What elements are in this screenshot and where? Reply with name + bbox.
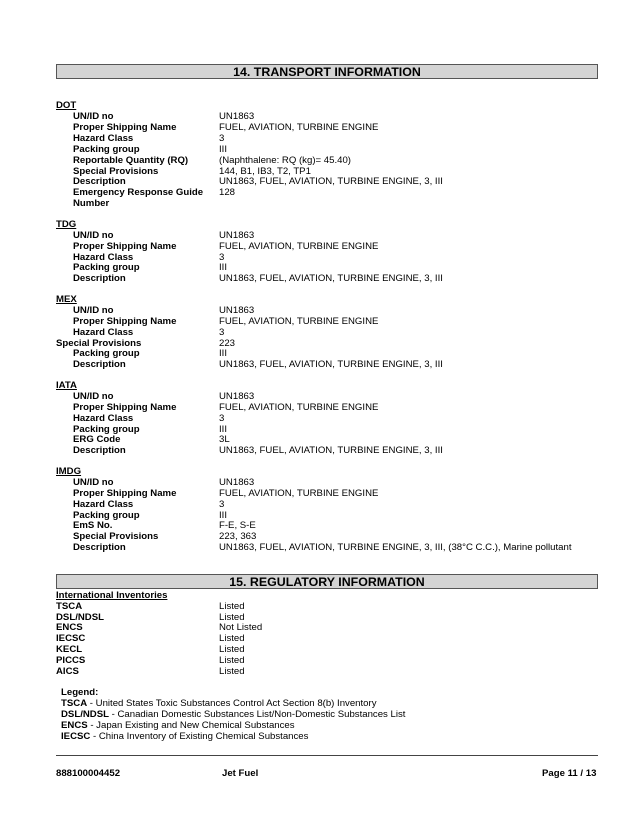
imdg-packing-group-label: Packing group: [73, 510, 140, 521]
inventory-iecsc-value: Listed: [219, 633, 245, 644]
iata-unid-label: UN/ID no: [73, 391, 114, 402]
dot-packing-group-value: III: [219, 144, 227, 155]
dot-unid-label: UN/ID no: [73, 111, 114, 122]
tdg-description-value: UN1863, FUEL, AVIATION, TURBINE ENGINE, 3, III: [219, 273, 443, 284]
imdg-special-provisions-label: Special Provisions: [73, 531, 159, 542]
dot-special-provisions-label: Special Provisions: [73, 166, 159, 177]
inventory-kecl-value: Listed: [219, 644, 245, 655]
dot-description-value: UN1863, FUEL, AVIATION, TURBINE ENGINE, 3, III: [219, 176, 443, 187]
tdg-packing-group-label: Packing group: [73, 262, 140, 273]
dot-rq-label: Reportable Quantity (RQ): [73, 155, 189, 166]
iata-shipping-name-label: Proper Shipping Name: [73, 402, 177, 413]
mex-packing-group-label: Packing group: [73, 348, 140, 359]
imdg-ems-label: EmS No.: [73, 520, 113, 531]
iata-erg-code-value: 3L: [219, 434, 230, 445]
tdg-shipping-name-value: FUEL, AVIATION, TURBINE ENGINE: [219, 241, 379, 252]
iata-label: IATA: [56, 380, 77, 391]
dot-special-provisions-value: 144, B1, IB3, T2, TP1: [219, 166, 311, 177]
mex-unid-value: UN1863: [219, 305, 255, 316]
footer-product-name: Jet Fuel: [222, 768, 259, 779]
tdg-label: TDG: [56, 219, 77, 230]
legend-text: - Canadian Domestic Substances List/Non-Domestic Substances List: [108, 709, 406, 720]
tdg-packing-group-value: III: [219, 262, 227, 273]
tdg-unid-label: UN/ID no: [73, 230, 114, 241]
dot-shipping-name-value: FUEL, AVIATION, TURBINE ENGINE: [219, 122, 379, 133]
dot-label: DOT: [56, 100, 77, 111]
dot-rq-value: (Naphthalene: RQ (kg)= 45.40): [219, 155, 351, 166]
iata-unid-value: UN1863: [219, 391, 255, 402]
dot-packing-group-label: Packing group: [73, 144, 140, 155]
iata-packing-group-value: III: [219, 424, 227, 435]
dot-erg-label-line2: Number: [73, 198, 110, 209]
mex-unid-label: UN/ID no: [73, 305, 114, 316]
mex-special-provisions-label: Special Provisions: [56, 338, 142, 349]
iata-shipping-name-value: FUEL, AVIATION, TURBINE ENGINE: [219, 402, 379, 413]
tdg-unid-value: UN1863: [219, 230, 255, 241]
mex-hazard-class-label: Hazard Class: [73, 327, 134, 338]
footer-divider: [56, 755, 598, 756]
legend-abbr: ENCS: [61, 720, 88, 731]
inventory-aics-value: Listed: [219, 666, 245, 677]
mex-shipping-name-value: FUEL, AVIATION, TURBINE ENGINE: [219, 316, 379, 327]
inventory-dsl-value: Listed: [219, 612, 245, 623]
imdg-label: IMDG: [56, 466, 82, 477]
inventory-tsca-label: TSCA: [56, 601, 83, 612]
iata-description-value: UN1863, FUEL, AVIATION, TURBINE ENGINE, 3, III: [219, 445, 443, 456]
imdg-description-label: Description: [73, 542, 126, 553]
inventory-encs-value: Not Listed: [219, 622, 263, 633]
legend-title: Legend:: [61, 687, 99, 698]
tdg-hazard-class-value: 3: [219, 252, 225, 263]
inventory-piccs-value: Listed: [219, 655, 245, 666]
section-15-header: 15. REGULATORY INFORMATION: [56, 574, 598, 589]
dot-shipping-name-label: Proper Shipping Name: [73, 122, 177, 133]
imdg-unid-value: UN1863: [219, 477, 255, 488]
dot-hazard-class-label: Hazard Class: [73, 133, 134, 144]
imdg-special-provisions-value: 223, 363: [219, 531, 257, 542]
iata-packing-group-label: Packing group: [73, 424, 140, 435]
legend-item-encs: [61, 720, 295, 731]
iata-description-label: Description: [73, 445, 126, 456]
legend-item-iecsc: [61, 731, 308, 742]
mex-packing-group-value: III: [219, 348, 227, 359]
imdg-shipping-name-label: Proper Shipping Name: [73, 488, 177, 499]
inventory-tsca-value: Listed: [219, 601, 245, 612]
legend-text: - United States Toxic Substances Control Act Section 8(b) Inventory: [87, 698, 377, 709]
imdg-description-value: UN1863, FUEL, AVIATION, TURBINE ENGINE, 3, III, (38°C C.C.), Marine pollutant: [219, 542, 572, 553]
dot-description-label: Description: [73, 176, 126, 187]
inventories-label: International Inventories: [56, 590, 168, 601]
imdg-hazard-class-label: Hazard Class: [73, 499, 134, 510]
legend-abbr: IECSC: [61, 731, 91, 742]
mex-label: MEX: [56, 294, 77, 305]
imdg-shipping-name-value: FUEL, AVIATION, TURBINE ENGINE: [219, 488, 379, 499]
iata-hazard-class-label: Hazard Class: [73, 413, 134, 424]
tdg-description-label: Description: [73, 273, 126, 284]
footer-page-number: Page 11 / 13: [542, 768, 597, 779]
mex-description-value: UN1863, FUEL, AVIATION, TURBINE ENGINE, 3, III: [219, 359, 443, 370]
imdg-hazard-class-value: 3: [219, 499, 225, 510]
dot-erg-label: Emergency Response Guide: [73, 187, 204, 198]
section-14-header: 14. TRANSPORT INFORMATION: [56, 64, 598, 79]
legend-text: - Japan Existing and New Chemical Substances: [87, 720, 295, 731]
footer-doc-number: 888100004452: [56, 768, 121, 779]
legend-abbr: DSL/NDSL: [61, 709, 109, 720]
inventory-encs-label: ENCS: [56, 622, 83, 633]
dot-unid-value: UN1863: [219, 111, 255, 122]
iata-hazard-class-value: 3: [219, 413, 225, 424]
legend-item-dsl: [61, 709, 405, 720]
mex-hazard-class-value: 3: [219, 327, 225, 338]
imdg-ems-value: F-E, S-E: [219, 520, 256, 531]
imdg-packing-group-value: III: [219, 510, 227, 521]
inventory-kecl-label: KECL: [56, 644, 83, 655]
inventory-aics-label: AICS: [56, 666, 79, 677]
dot-erg-value: 128: [219, 187, 236, 198]
dot-hazard-class-value: 3: [219, 133, 225, 144]
legend-abbr: TSCA: [61, 698, 88, 709]
inventory-dsl-label: DSL/NDSL: [56, 612, 104, 623]
mex-description-label: Description: [73, 359, 126, 370]
imdg-unid-label: UN/ID no: [73, 477, 114, 488]
inventory-piccs-label: PICCS: [56, 655, 86, 666]
inventory-iecsc-label: IECSC: [56, 633, 86, 644]
iata-erg-code-label: ERG Code: [73, 434, 121, 445]
mex-special-provisions-value: 223: [219, 338, 236, 349]
legend-item-tsca: [61, 698, 377, 709]
mex-shipping-name-label: Proper Shipping Name: [73, 316, 177, 327]
legend-text: - China Inventory of Existing Chemical Substances: [90, 731, 309, 742]
tdg-hazard-class-label: Hazard Class: [73, 252, 134, 263]
tdg-shipping-name-label: Proper Shipping Name: [73, 241, 177, 252]
